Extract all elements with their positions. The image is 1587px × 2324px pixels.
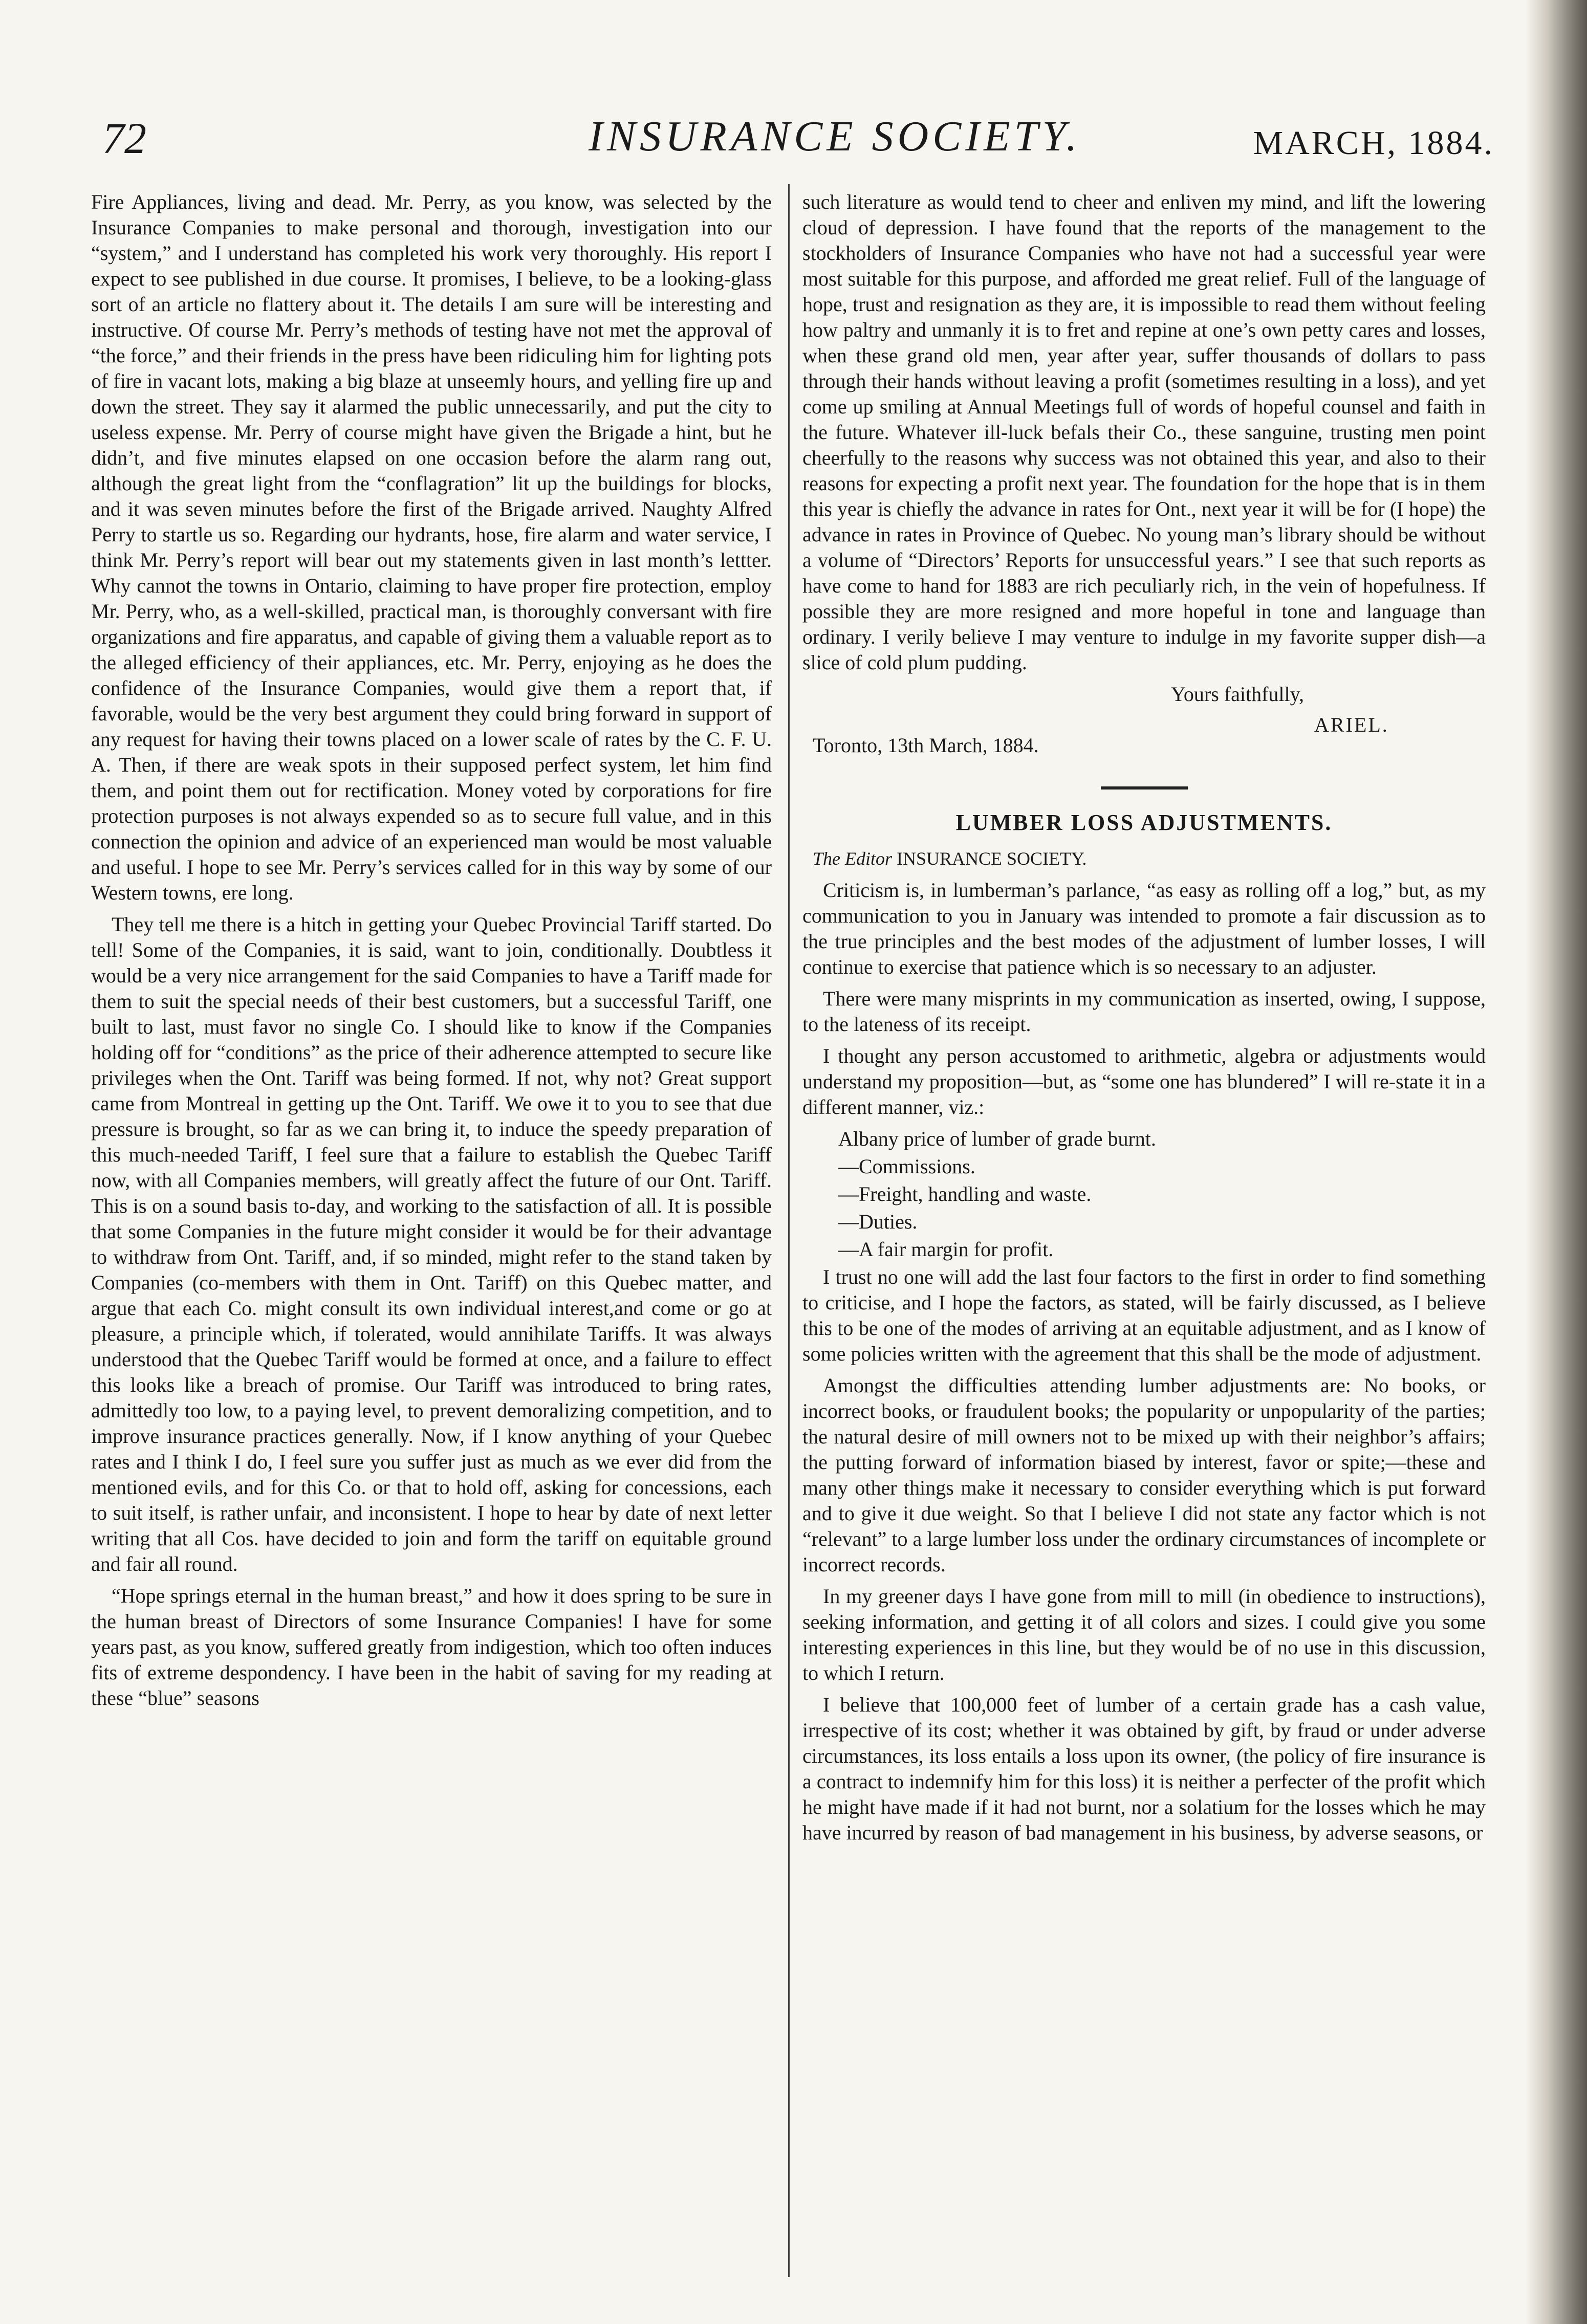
addressee-line (813, 846, 1486, 871)
article-paragraph: There were many misprints in my communication as inserted, owing, I suppose, to the lateness of its receipt. (802, 987, 1486, 1036)
factor-list-item: —Freight, handling and waste. (838, 1182, 1092, 1205)
article-heading: LUMBER LOSS ADJUSTMENTS. (955, 810, 1333, 835)
masthead-title: INSURANCE SOCIETY. (589, 113, 1081, 160)
dateline: Toronto, 13th March, 1884. (813, 734, 1039, 757)
factor-list-item: —A fair margin for profit. (838, 1238, 1054, 1261)
article-paragraph: Amongst the difficulties attending lumber adjustments are: No books, or incorrect books, or fraudulent books; the popularity or unpopularity of the parties; the natural desire of mill owners not to be mixed up with their neighbor’s affairs; the putting forward of information biased by interest, favor or spite;—these and many other things make it necessary to consider everything which is put forward and to give it due weight. So that I believe I did not state any factor which is not “relevant” to a large lumber loss under the ordinary circumstances of incomplete or incorrect records. (802, 1374, 1486, 1576)
signature: ARIEL. (1314, 713, 1389, 736)
issue-date: MARCH, 1884. (1253, 124, 1494, 162)
factor-list-item: Albany price of lumber of grade burnt. (838, 1127, 1156, 1150)
article-paragraph: I thought any person accustomed to arithmetic, algebra or adjustments would understand my proposition—but, as “some one has blundered” I will re-state it in a different manner, viz.: (802, 1044, 1486, 1119)
left-paragraph: Fire Appliances, living and dead. Mr. Perry, as you know, was selected by the Insurance Companies to make personal and thorough, investigation into our “system,” and I understand has completed his work very thoroughly. His report I expect to see published in due course. It promises, I believe, to be a looking-glass sort of an article no flattery about it. The details I am sure will be interesting and instructive. Of course Mr. Perry’s methods of testing have not met the approval of “the force,” and their friends in the press have been ridiculing him for lighting pots of fire in vacant lots, making a big blaze at unseemly hours, and yelling fire up and down the street. They say it alarmed the public unnecessarily, and put the city to useless expense. Mr. Perry of course might have given the Brigade a hint, but he didn’t, and five minutes elapsed on one occasion before the alarm rang out, although the great light from the “conflagration” lit up the buildings for blocks, and it was seven minutes before the first of the Brigade arrived. Naughty Alfred Perry to startle us so. Regarding our hydrants, hose, fire alarm and water service, I think Mr. Perry’s report will bear out my statements given in last month’s lettter. Why cannot the towns in Ontario, claiming to have proper fire protection, employ Mr. Perry, who, as a well-skilled, practical man, is thoroughly conversant with fire organizations and fire apparatus, and capable of giving them a valuable report as to the alleged efficiency of their appliances, etc. Mr. Perry, enjoying as he does the confidence of the Insurance Companies, would give them a report that, if favorable, would be the very best argument they could bring forward in support of any request for having their towns placed on a lower scale of rates by the C. F. U. A. Then, if there are weak spots in their supposed perfect system, let him find them, and point them out for rectification. Money voted by corporations for fire protection purposes is not always expended so as to secure full value, and in this connection the opinion and advice of an experienced man would be most valuable and useful. I hope to see Mr. Perry’s services called for in this way by some of our Western towns, ere long. (91, 190, 772, 904)
section-rule (1101, 786, 1188, 790)
letter-signoff (802, 682, 1486, 776)
column-divider (788, 184, 790, 2277)
page-header (102, 102, 1494, 179)
left-paragraph: They tell me there is a hitch in getting your Quebec Provincial Tariff started. Do tell! Some of the Companies, it is said, want to join, conditionally. Doubtless it would be a very nice arrangement for the said Companies to have a Tariff made for them to suit the special needs of their best customers, but a successful Tariff, one built to last, must favor no single Co. I should like to know if the Companies holding off for “conditions” as the price of their adherence attempted to secure like privileges when the Ont. Tariff was being formed. If not, why not? Great support came from Montreal in getting up the Ont. Tariff. We owe it to you to see that due pressure is brought, so far as we can bring it, to induce the speedy preparation of this much-needed Tariff, I feel sure that a failure to establish the Quebec Tariff now, with all Companies members, will greatly affect the future of our Ont. Tariff. This is on a sound basis to-day, and working to the satisfaction of all. It is possible that some Companies in the future might consider it would be for their advantage to withdraw from Ont. Tariff, and, if so minded, might refer to the stand taken by Companies (co-members with them in Ont. Tariff) on this Quebec matter, and argue that each Co. might consult its own individual interest,and come or go at pleasure, a principle which, if tolerated, would annihilate Tariffs. It was always understood that the Quebec Tariff would be formed at once, and a failure to effect this looks like a breach of promise. Our Tariff was introduced to bring rates, admittedly too low, to a paying level, to prevent demoralizing competition, and to improve insurance practices generally. Now, if I know anything of your Quebec rates and I think I do, I feel sure you suffer just as much as we ever did from the mentioned evils, and for this Co. or that to hold off, asking for concessions, each to suit itself, is rather unfair, and inconsistent. I hope to hear by date of next letter writing that all Cos. have decided to join and form the tariff on equitable ground and fair all round. (91, 913, 772, 1575)
article-paragraph: Criticism is, in lumberman’s parlance, “as easy as rolling off a log,” but, as my communication to you in January was intended to promote a fair discussion as to the true principles and the best modes of the adjustment of lumber losses, I will continue to exercise that patience which is so necessary to an adjuster. (802, 879, 1486, 978)
right-continuation-paragraph: such literature as would tend to cheer and enliven my mind, and lift the lowering cloud of depression. I have found that the reports of the management to the stockholders of Insurance Companies who have not had a successful year were most suitable for this purpose, and afforded me great relief. Full of the language of hope, trust and resignation as they are, it is impossible to read them without feeling how paltry and unmanly it is to fret and repine at one’s own petty cares and losses, when these grand old men, year after year, suffer thousands of dollars to pass through their hands without leaving a profit (sometimes resulting in a loss), and yet come up smiling at Annual Meetings full of words of hopeful counsel and faith in the future. Whatever ill-luck befals their Co., these sanguine, trusting men point cheerfully to the reasons why success was not obtained this year, and also to their reasons for expecting a profit next year. The foundation for the hope that is in them this year is chiefly the advance in rates for Ont., next year it will be for (I hope) the advance in rates in Province of Quebec. No young man’s library should be without a volume of “Directors’ Reports for unsuccessful years.” I see that such reports as have come to hand for 1883 are rich peculiarly rich, in the vein of hopefulness. If possible they are more resigned and more hopeful in tone and language than ordinary. I verily believe I may venture to indulge in my favorite supper dish—a slice of cold plum pudding. (802, 190, 1486, 674)
left-column (91, 189, 772, 2287)
factor-list-item: —Commissions. (838, 1155, 975, 1178)
page-binding-shadow (1526, 0, 1587, 2324)
factor-list-item: —Duties. (838, 1210, 918, 1233)
closing-salutation: Yours faithfully, (1171, 683, 1305, 706)
left-paragraph: “Hope springs eternal in the human breast,” and how it does spring to be sure in the human breast of Directors of some Insurance Companies! I have for some years past, as you know, suffered greatly from indigestion, which too often induces fits of extreme despondency. I have been in the habit of saving for my reading at these “blue” seasons (91, 1584, 772, 1709)
article-paragraph: In my greener days I have gone from mill to mill (in obedience to instructions), seeking information, and getting it of all colors and sizes. I could give you some interesting experiences in this line, but they would be of no use in this discussion, to which I return. (802, 1585, 1486, 1684)
addressee-publication: INSURANCE SOCIETY. (892, 848, 1087, 869)
article-paragraph: I believe that 100,000 feet of lumber of a certain grade has a cash value, irrespective of its cost; whether it was obtained by gift, by fraud or under adverse circumstances, its loss entails a loss upon its owner, (the policy of fire insurance is a contract to indemnify him for this loss) it is neither a perfecter of the profit which he might have made if it had not burnt, nor a solatium for the losses which he may have incurred by reason of bad management in his business, by adverse seasons, or (802, 1693, 1486, 1844)
article-paragraph: I trust no one will add the last four factors to the first in order to find something to criticise, and I hope the factors, as stated, will be fairly discussed, as I believe this to be one of the modes of arriving at an equitable adjustment, and as I know of some policies written with the agreement that this shall be the mode of adjustment. (802, 1265, 1486, 1365)
page-number: 72 (102, 114, 146, 163)
right-column (802, 189, 1486, 2287)
addressee-editor: The Editor (813, 848, 893, 869)
